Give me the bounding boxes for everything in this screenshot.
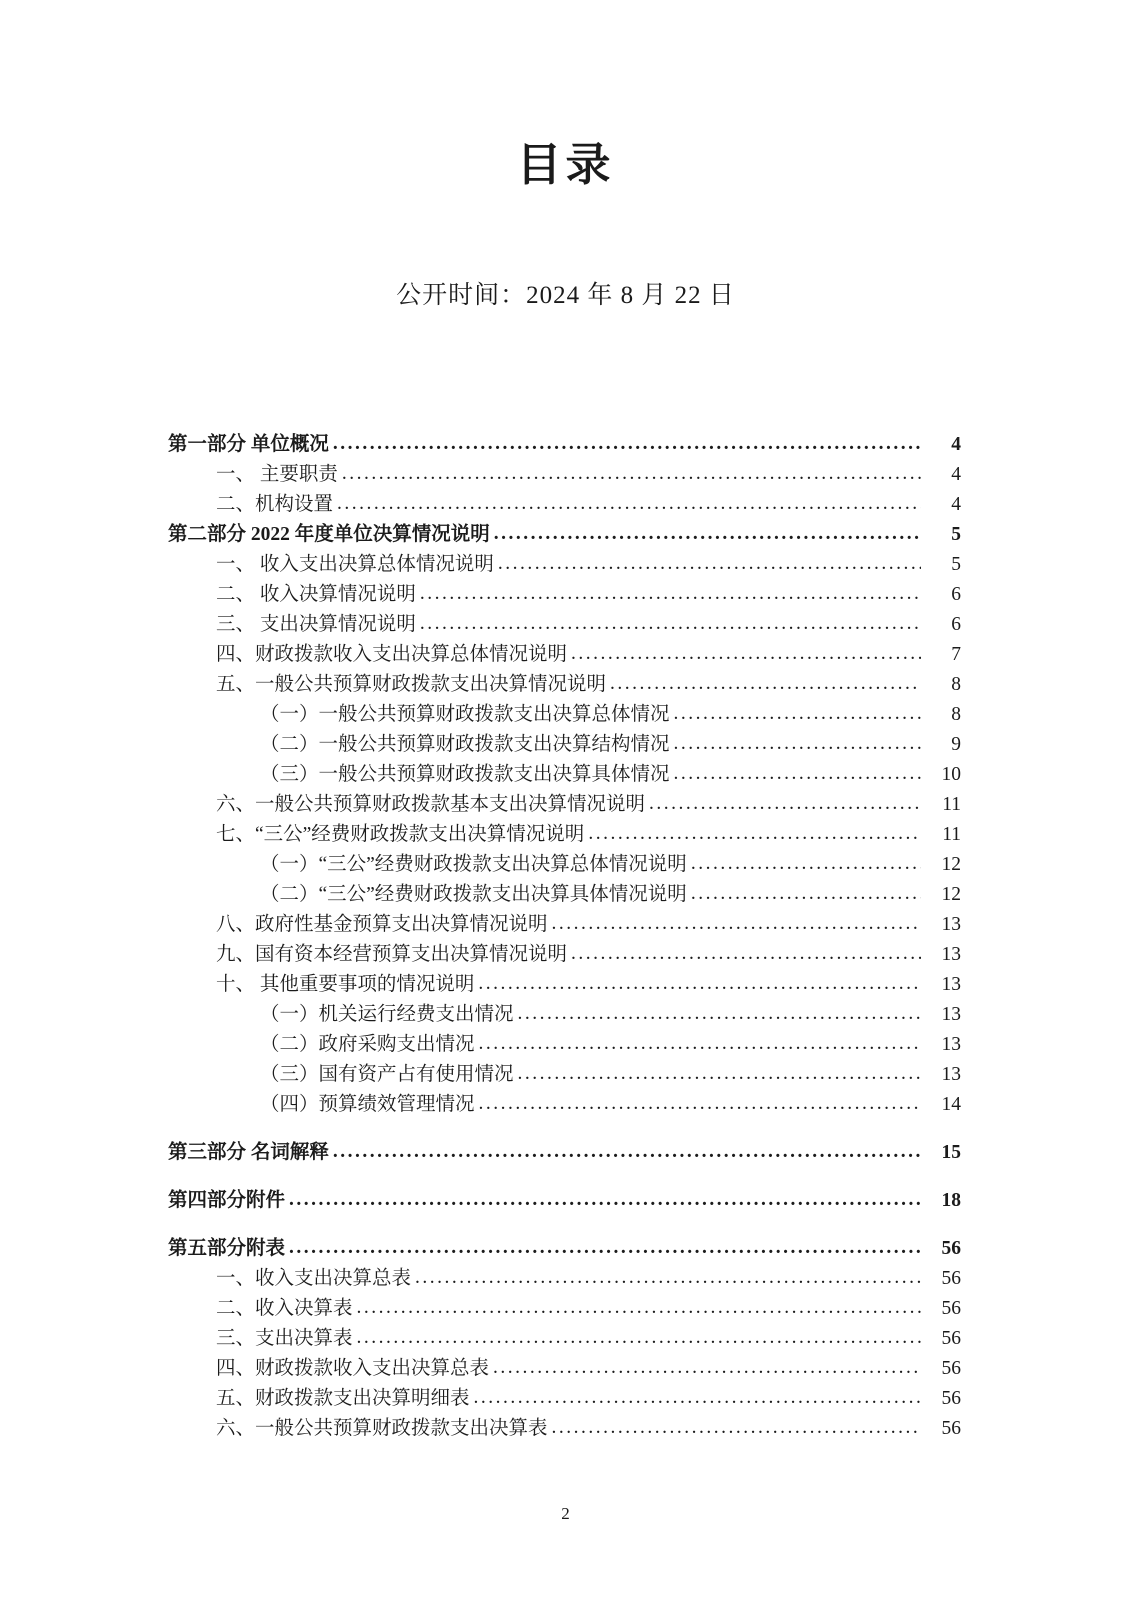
toc-leader-dots [478, 978, 921, 1000]
toc-entry-label: 六、一般公共预算财政拨款支出决算表 [216, 1418, 548, 1439]
toc-entry-page-number: 6 [951, 584, 961, 605]
toc-leader-dots [588, 828, 921, 850]
toc-entry[interactable] [216, 970, 961, 1000]
toc-entry-label: 第二部分 2022 年度单位决算情况说明 [168, 524, 490, 545]
toc-leader-dots [479, 1098, 921, 1120]
toc-leader-dots [649, 798, 921, 820]
toc-entry-label: 五、财政拨款支出决算明细表 [216, 1388, 470, 1409]
toc-entry[interactable] [260, 1000, 961, 1030]
toc-entry-page-number: 56 [941, 1298, 961, 1319]
toc-leader-dots [474, 1392, 921, 1414]
toc-entry[interactable] [260, 880, 961, 910]
toc-entry[interactable] [216, 1354, 961, 1384]
toc-leader-dots [674, 768, 921, 790]
toc-entry-page-number: 12 [941, 884, 961, 905]
toc-leader-dots [552, 918, 921, 940]
toc-leader-dots [493, 1362, 921, 1384]
toc-entry[interactable] [216, 640, 961, 670]
toc-entry-page-number: 7 [951, 644, 961, 665]
toc-entry-label: 四、财政拨款收入支出决算总体情况说明 [216, 644, 568, 665]
toc-entry-page-number: 12 [941, 854, 961, 875]
toc-entry[interactable] [216, 1384, 961, 1414]
toc-entry[interactable] [168, 520, 961, 550]
toc-entry[interactable] [216, 1414, 961, 1444]
toc-leader-dots [357, 1332, 921, 1354]
toc-entry-page-number: 13 [941, 914, 961, 935]
toc-entry[interactable] [168, 1138, 961, 1168]
toc-entry-label: 四、财政拨款收入支出决算总表 [216, 1358, 490, 1379]
toc-entry-page-number: 8 [951, 704, 961, 725]
toc-entry-page-number: 56 [941, 1268, 961, 1289]
toc-entry-page-number: 56 [941, 1388, 961, 1409]
toc-entry[interactable] [260, 850, 961, 880]
toc-entry-page-number: 56 [941, 1238, 961, 1259]
page-title: 目录 [516, 138, 615, 191]
toc-entry-label: （一）机关运行经费支出情况 [260, 1004, 514, 1025]
toc-entry[interactable] [216, 820, 961, 850]
toc-leader-dots [498, 558, 921, 580]
toc-entry-page-number: 11 [942, 824, 961, 845]
toc-entry-page-number: 18 [941, 1190, 961, 1211]
toc-entry[interactable] [216, 1294, 961, 1324]
toc-entry-label: 第三部分 名词解释 [168, 1142, 329, 1163]
toc-entry-label: 一、 收入支出决算总体情况说明 [216, 554, 494, 575]
toc-leader-dots [518, 1008, 921, 1030]
toc-leader-dots [674, 708, 921, 730]
toc-leader-dots [691, 888, 921, 910]
toc-entry-label: 二、机构设置 [216, 494, 334, 515]
toc-entry-page-number: 13 [941, 974, 961, 995]
toc-entry-label: 七、“三公”经费财政拨款支出决算情况说明 [216, 824, 585, 845]
toc-leader-dots [571, 948, 921, 970]
toc-entry-page-number: 6 [951, 614, 961, 635]
toc-entry[interactable] [260, 730, 961, 760]
toc-entry[interactable] [216, 1324, 961, 1354]
toc-leader-dots [610, 678, 921, 700]
toc-entry-page-number: 5 [951, 524, 961, 545]
toc-leader-dots [420, 588, 921, 610]
toc-entry[interactable] [216, 610, 961, 640]
table-of-contents [168, 430, 961, 1444]
toc-entry[interactable] [216, 790, 961, 820]
toc-entry-page-number: 5 [951, 554, 961, 575]
publish-date: 公开时间：2024 年 8 月 22 日 [396, 282, 735, 309]
toc-entry[interactable] [216, 940, 961, 970]
toc-entry-label: （二）一般公共预算财政拨款支出决算结构情况 [260, 734, 670, 755]
toc-entry[interactable] [216, 1264, 961, 1294]
toc-entry-label: 第五部分附表 [168, 1238, 286, 1259]
toc-entry[interactable] [216, 550, 961, 580]
toc-entry-label: 六、一般公共预算财政拨款基本支出决算情况说明 [216, 794, 646, 815]
toc-entry-page-number: 56 [941, 1328, 961, 1349]
toc-entry[interactable] [216, 670, 961, 700]
toc-entry-page-number: 15 [941, 1142, 961, 1163]
toc-leader-dots [289, 1194, 921, 1216]
toc-leader-dots [518, 1068, 921, 1090]
toc-leader-dots [337, 498, 921, 520]
toc-entry[interactable] [216, 490, 961, 520]
toc-entry-page-number: 14 [941, 1094, 961, 1115]
toc-entry[interactable] [260, 1090, 961, 1120]
toc-leader-dots [674, 738, 921, 760]
toc-entry-label: （三）一般公共预算财政拨款支出决算具体情况 [260, 764, 670, 785]
toc-entry-page-number: 13 [941, 1034, 961, 1055]
toc-entry-label: 九、国有资本经营预算支出决算情况说明 [216, 944, 568, 965]
toc-entry-page-number: 8 [951, 674, 961, 695]
toc-entry-page-number: 56 [941, 1418, 961, 1439]
toc-entry-label: 第一部分 单位概况 [168, 434, 329, 455]
toc-leader-dots [494, 528, 921, 550]
toc-entry-label: （三）国有资产占有使用情况 [260, 1064, 514, 1085]
toc-entry-page-number: 13 [941, 1004, 961, 1025]
toc-entry-label: （二）政府采购支出情况 [260, 1034, 475, 1055]
toc-entry-page-number: 10 [941, 764, 961, 785]
toc-entry-label: 第四部分附件 [168, 1190, 286, 1211]
toc-leader-dots [420, 618, 921, 640]
toc-leader-dots [333, 438, 921, 460]
toc-entry-label: （一）“三公”经费财政拨款支出决算总体情况说明 [260, 854, 687, 875]
toc-entry-label: 八、政府性基金预算支出决算情况说明 [216, 914, 548, 935]
toc-leader-dots [479, 1038, 921, 1060]
toc-entry-page-number: 13 [941, 1064, 961, 1085]
toc-entry-label: 十、 其他重要事项的情况说明 [216, 974, 475, 995]
toc-entry-label: （四）预算绩效管理情况 [260, 1094, 475, 1115]
toc-entry-label: 一、 主要职责 [216, 464, 338, 485]
toc-entry-label: 三、支出决算表 [216, 1328, 353, 1349]
toc-leader-dots [357, 1302, 921, 1324]
toc-entry-page-number: 9 [951, 734, 961, 755]
toc-leader-dots [415, 1272, 921, 1294]
toc-leader-dots [691, 858, 921, 880]
toc-leader-dots [552, 1422, 921, 1444]
toc-entry-page-number: 13 [941, 944, 961, 965]
footer-page-number: 2 [561, 1504, 570, 1523]
toc-entry[interactable] [216, 910, 961, 940]
toc-entry-label: 二、 收入决算情况说明 [216, 584, 416, 605]
toc-leader-dots [342, 468, 921, 490]
toc-entry-page-number: 4 [951, 434, 961, 455]
toc-entry-page-number: 11 [942, 794, 961, 815]
toc-entry[interactable] [216, 580, 961, 610]
toc-entry[interactable] [260, 1060, 961, 1090]
toc-entry-label: 二、收入决算表 [216, 1298, 353, 1319]
toc-entry[interactable] [260, 760, 961, 790]
toc-leader-dots [289, 1242, 921, 1264]
toc-leader-dots [571, 648, 921, 670]
toc-leader-dots [333, 1146, 921, 1168]
toc-entry-label: （一）一般公共预算财政拨款支出决算总体情况 [260, 704, 670, 725]
toc-entry-label: 一、收入支出决算总表 [216, 1268, 412, 1289]
toc-entry[interactable] [216, 460, 961, 490]
toc-entry[interactable] [260, 1030, 961, 1060]
toc-entry-label: 三、 支出决算情况说明 [216, 614, 416, 635]
toc-entry-label: （二）“三公”经费财政拨款支出决算具体情况说明 [260, 884, 687, 905]
toc-entry-page-number: 4 [951, 494, 961, 515]
toc-entry-page-number: 56 [941, 1358, 961, 1379]
toc-entry[interactable] [168, 1234, 961, 1264]
toc-entry[interactable] [260, 700, 961, 730]
toc-entry[interactable] [168, 1186, 961, 1216]
toc-entry-page-number: 4 [951, 464, 961, 485]
toc-entry-label: 五、一般公共预算财政拨款支出决算情况说明 [216, 674, 607, 695]
toc-entry[interactable] [168, 430, 961, 460]
